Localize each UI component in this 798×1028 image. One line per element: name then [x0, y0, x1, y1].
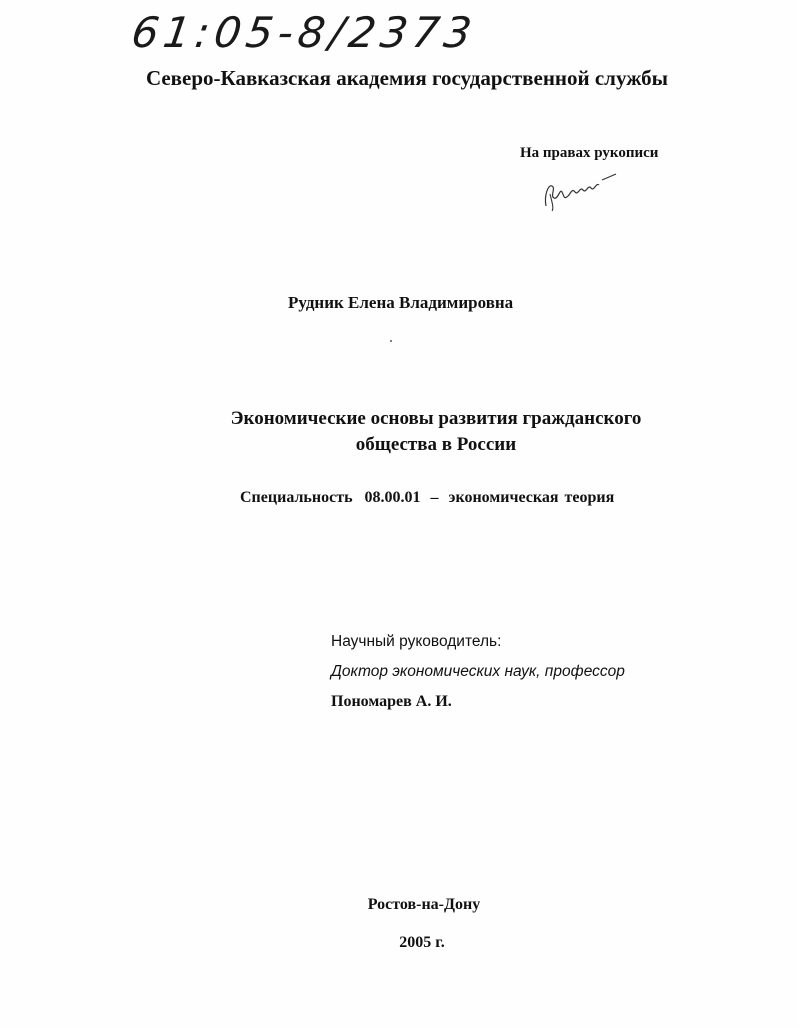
specialty-name: экономическая теория — [448, 489, 615, 506]
institution-name: Северо-Кавказская академия государственной службы — [145, 66, 669, 90]
handwritten-catalog-number: 61:05-8/2373 — [128, 8, 480, 57]
author-name: Рудник Елена Владимировна — [288, 293, 514, 312]
specialty-label: Специальность — [240, 489, 353, 506]
rights-notice: На правах рукописи — [520, 145, 659, 161]
supervisor-degree: Доктор экономических наук, профессор — [331, 663, 625, 680]
specialty-code: 08.00.01 — [364, 489, 421, 506]
supervisor-block — [331, 627, 625, 717]
handwritten-signature — [538, 166, 628, 212]
supervisor-label: Научный руководитель: — [331, 633, 502, 650]
specialty-line — [240, 489, 614, 507]
specialty-dash: – — [430, 489, 439, 506]
year: 2005 г. — [399, 934, 445, 951]
title-line-1: Экономические основы развития гражданского — [230, 408, 642, 429]
dissertation-title — [0, 406, 798, 458]
title-line-2: общества в России — [355, 434, 517, 455]
supervisor-name: Пономарев А. И. — [331, 693, 452, 710]
city: Ростов-на-Дону — [367, 896, 481, 913]
scan-speck — [390, 340, 392, 342]
